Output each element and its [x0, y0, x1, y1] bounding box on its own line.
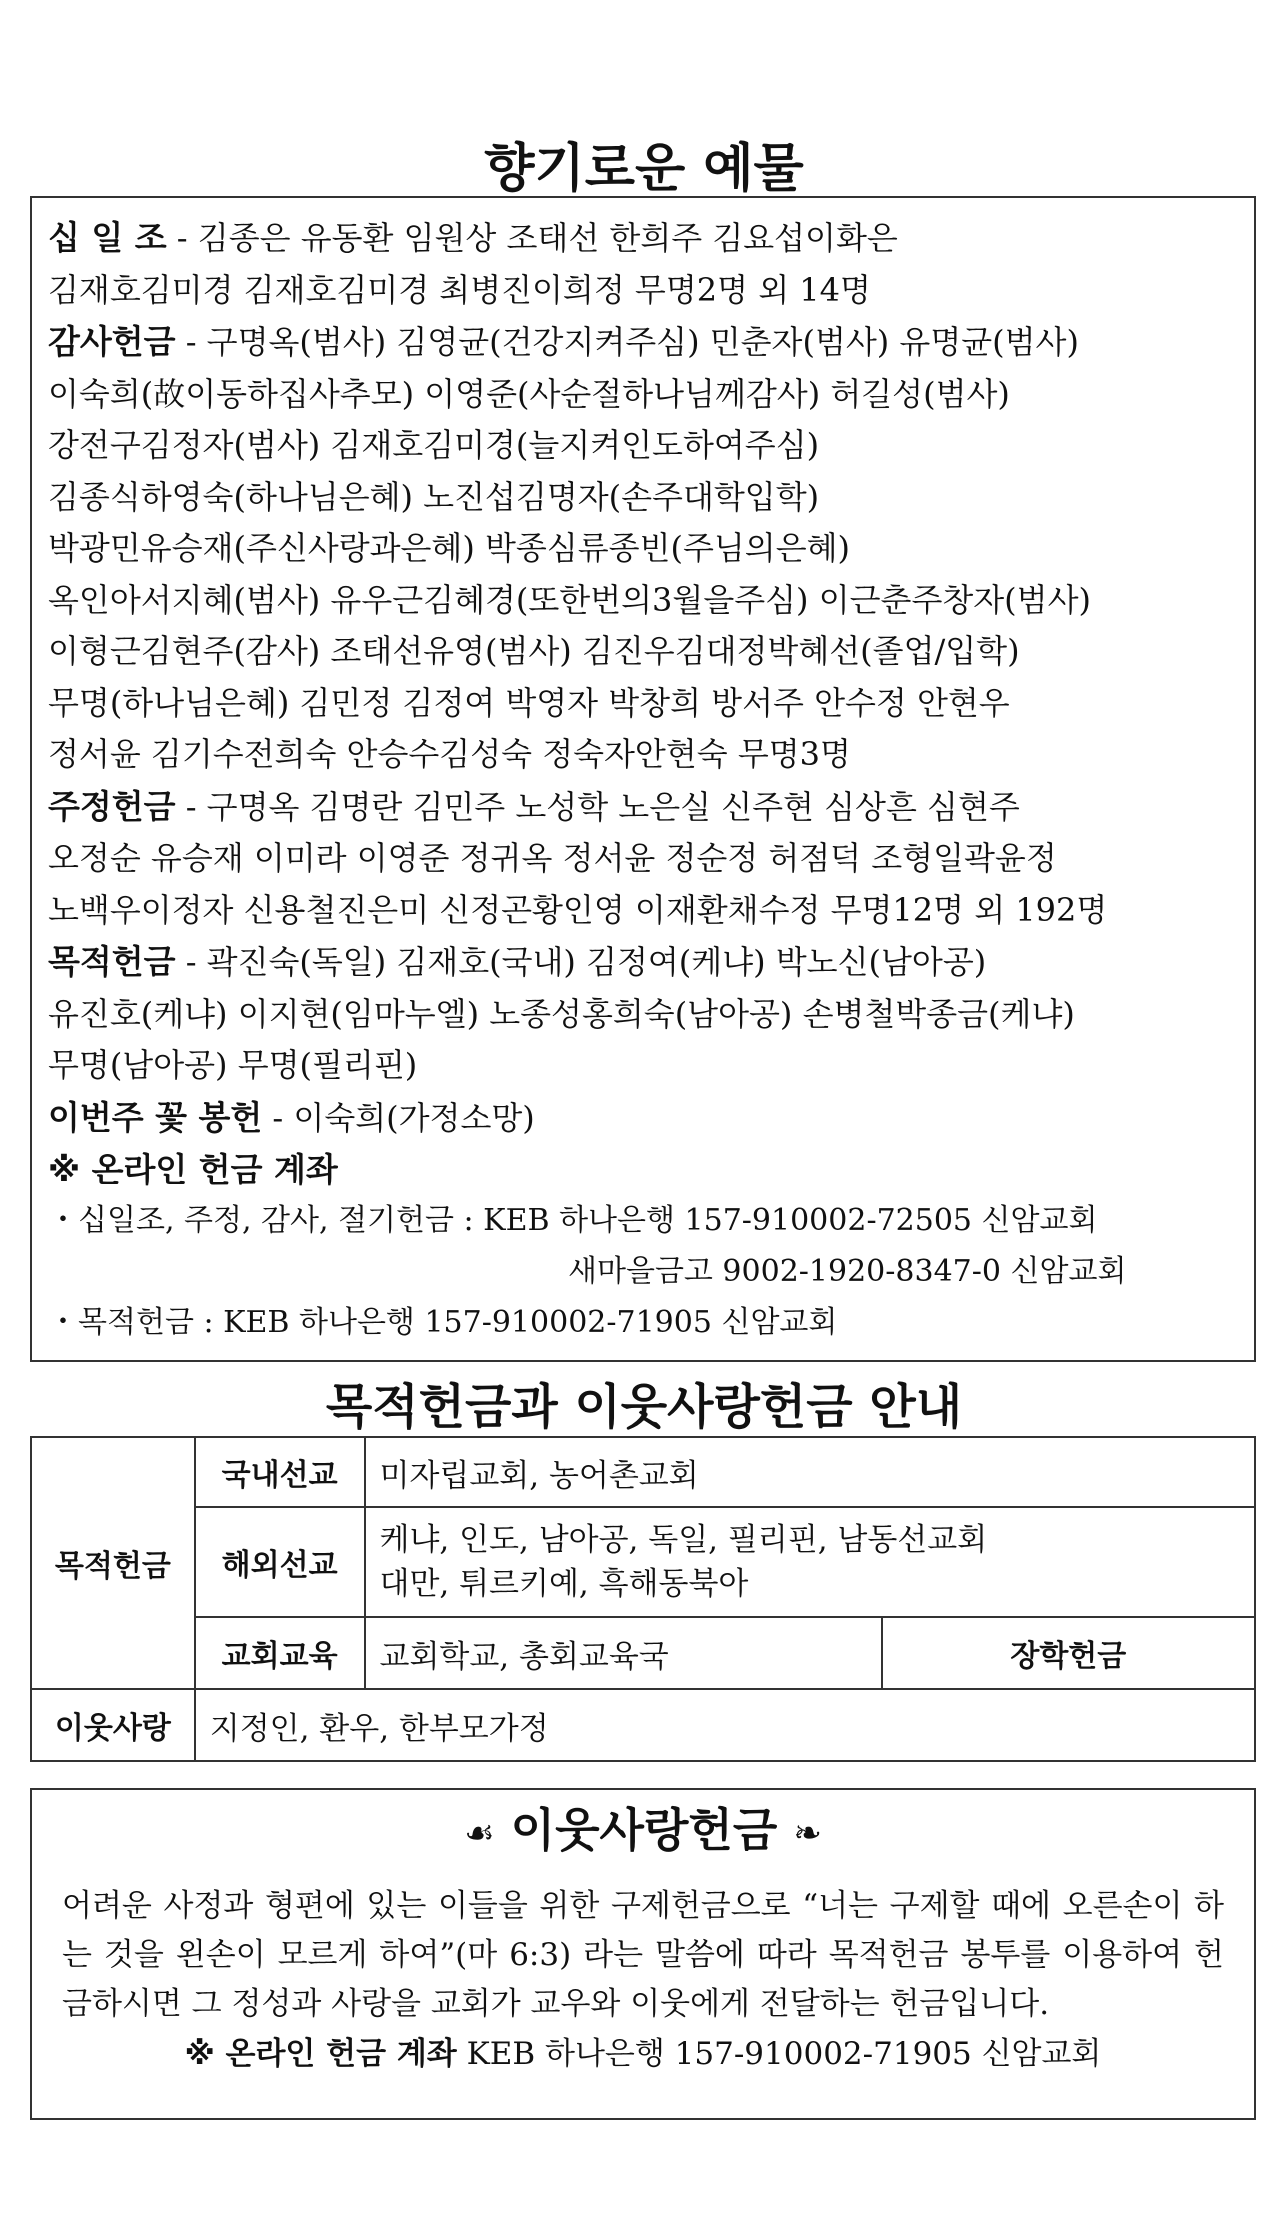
- offering-line: [48, 1092, 1254, 1145]
- neighbor-account-label: ※ 온라인 헌금 계좌: [184, 2035, 457, 2072]
- scholarship-label: 장학헌금: [882, 1617, 1255, 1689]
- neighbor-offering-box: [30, 1788, 1256, 2120]
- offering-names: 무명(하나님은혜) 김민정 김정여 박영자 박창희 방서주 안수정 안현우: [48, 683, 1010, 722]
- offering-names: - 김종은 유동환 임원상 조태선 한희주 김요섭이화은: [176, 219, 898, 257]
- neighbor-love-label: 이웃사랑: [31, 1689, 195, 1761]
- online-account-purpose: ・목적헌금 : KEB 하나은행 157-910002-71905 신암교회: [48, 1305, 838, 1340]
- offering-category-label: 십 일 조: [48, 218, 167, 257]
- overseas-mission-label: 해외선교: [195, 1507, 365, 1617]
- offering-line: [48, 316, 1254, 369]
- church-education-value: 교회학교, 총회교육국: [365, 1617, 882, 1689]
- neighbor-account-value: KEB 하나은행 157-910002-71905 신암교회: [456, 2035, 1102, 2072]
- offering-names: 김재호김미경 김재호김미경 최병진이희정 무명2명 외 14명: [48, 270, 871, 309]
- offering-names: 박광민유승재(주신사랑과은혜) 박종심류종빈(주님의은혜): [48, 529, 850, 567]
- offering-line: [48, 885, 1254, 937]
- ornament-left-icon: ☙: [464, 1813, 495, 1854]
- neighbor-online-account: [62, 2029, 1224, 2079]
- offering-names: 이형근김현주(감사) 조태선유영(범사) 김진우김대정박혜선(졸업/입학): [48, 632, 1020, 670]
- offering-names: 노백우이정자 신용철진은미 신정곤황인영 이재환채수정 무명12명 외 192명: [48, 890, 1108, 929]
- page-title: 향기로운 예물: [484, 139, 804, 199]
- online-account-saemaeul: 새마을금고 9002-1920-8347-0 신암교회: [568, 1254, 1127, 1289]
- offering-line: [48, 936, 1254, 989]
- offering-line: [48, 626, 1254, 678]
- ornament-right-icon: ❧: [793, 1813, 822, 1854]
- offering-names: - 구명옥 김명란 김민주 노성학 노은실 신주현 심상흔 심현주: [185, 787, 1020, 826]
- offering-line: [48, 523, 1254, 575]
- offering-line: [48, 989, 1254, 1041]
- offering-names: - 이숙희(가정소망): [272, 1098, 535, 1137]
- domestic-mission-label: 국내선교: [195, 1437, 365, 1507]
- offering-line: [48, 678, 1254, 730]
- offering-names: - 구명옥(범사) 김영균(건강지켜주심) 민춘자(범사) 유명균(범사): [185, 323, 1079, 361]
- offering-names: 김종식하영숙(하나님은혜) 노진섭김명자(손주대학입학): [48, 477, 820, 516]
- offering-line: [48, 833, 1254, 885]
- offering-line: [48, 420, 1254, 472]
- offering-names: - 곽진숙(독일) 김재호(국내) 김정여(케냐) 박노신(남아공): [185, 943, 987, 981]
- neighbor-offering-text: 어려운 사정과 형편에 있는 이들을 위한 구제헌금으로 “너는 구제할 때에 오른손이 하는 것을 왼손이 모르게 하여”(마 6:3) 라는 말씀에 따라 목적헌금 봉투를 이용하여 헌금하시면 그 정성과 사랑을 교회가 교우와 이웃에게 전달하는 헌금입니다.: [62, 1887, 1224, 2022]
- neighbor-love-value: 지정인, 환우, 한부모가정: [195, 1689, 1255, 1761]
- purpose-offering-label: 목적헌금: [31, 1437, 195, 1689]
- offering-line: [48, 1040, 1254, 1092]
- guide-title: 목적헌금과 이웃사랑헌금 안내: [325, 1379, 963, 1435]
- domestic-mission-value: 미자립교회, 농어촌교회: [365, 1437, 1255, 1507]
- offerings-box: [30, 196, 1256, 1362]
- offering-line: [48, 212, 1254, 265]
- offering-category-label: 목적헌금: [48, 942, 176, 981]
- overseas-mission-value-2: 대만, 튀르키예, 흑해동북아: [379, 1566, 749, 1602]
- offering-category-label: 이번주 꽃 봉헌: [48, 1097, 263, 1137]
- online-account-heading: ※ 온라인 헌금 계좌: [48, 1150, 338, 1189]
- overseas-mission-value-1: 케냐, 인도, 남아공, 독일, 필리핀, 남동선교회: [379, 1522, 988, 1558]
- offering-names: 오정순 유승재 이미라 이영준 정귀옥 정서윤 정순정 허점덕 조형일곽윤정: [48, 839, 1057, 877]
- offering-names: 무명(남아공) 무명(필리핀): [48, 1046, 418, 1084]
- offering-line: [48, 729, 1254, 781]
- offering-names: 유진호(케냐) 이지현(임마누엘) 노종성홍희숙(남아공) 손병철박종금(케냐): [48, 994, 1075, 1033]
- offering-names: 옥인아서지혜(범사) 유우근김혜경(또한번의3월을주심) 이근춘주창자(범사): [48, 580, 1091, 619]
- offering-names: 정서윤 김기수전희숙 안승수김성숙 정숙자안현숙 무명3명: [48, 735, 851, 773]
- church-education-label: 교회교육: [195, 1617, 365, 1689]
- offering-category-label: 감사헌금: [48, 322, 176, 361]
- neighbor-offering-title: 이웃사랑헌금: [510, 1803, 778, 1857]
- offering-line: [48, 781, 1254, 834]
- offering-line: [48, 472, 1254, 524]
- offerings-list: [48, 212, 1254, 1144]
- offering-line: [48, 575, 1254, 627]
- offering-line: [48, 369, 1254, 421]
- offering-names: 강전구김정자(범사) 김재호김미경(늘지켜인도하여주심): [48, 426, 820, 464]
- guide-table: [30, 1436, 1256, 1762]
- offering-category-label: 주정헌금: [48, 786, 176, 826]
- online-account-tithe: ・십일조, 주정, 감사, 절기헌금 : KEB 하나은행 157-910002-72505 신암교회: [48, 1203, 1098, 1238]
- offering-line: [48, 265, 1254, 317]
- offering-names: 이숙희(故이동하집사추모) 이영준(사순절하나님께감사) 허길성(범사): [48, 374, 1010, 413]
